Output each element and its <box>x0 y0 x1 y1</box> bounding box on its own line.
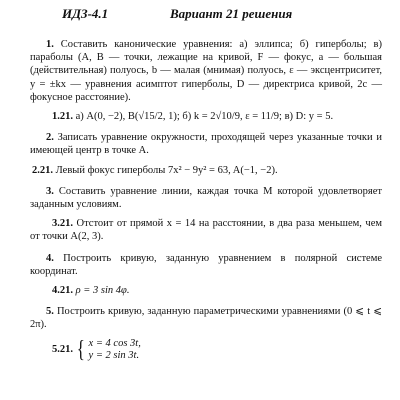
task-3 <box>30 185 382 211</box>
answer-number: 1.21. <box>52 111 73 123</box>
system-line-x: x = 4 cos 3t, <box>88 337 141 349</box>
system-brace: { <box>76 336 85 363</box>
document-body <box>30 38 382 362</box>
task-4 <box>30 252 382 278</box>
answer-4 <box>30 284 382 297</box>
page-header <box>62 6 382 26</box>
parametric-system <box>89 338 141 362</box>
task-number: 1. <box>46 39 54 50</box>
assignment-code: ИДЗ-4.1 <box>62 6 109 21</box>
answer-number: 3.21. <box>52 218 73 230</box>
answer-text: ρ = 3 sin 4φ. <box>75 285 130 297</box>
task-number: 4. <box>46 252 54 264</box>
variant-title: Вариант 21 решения <box>170 6 293 21</box>
answer-1 <box>30 110 382 123</box>
answer-3 <box>30 217 382 243</box>
answer-text: Отстоит от прямой x = 14 на расстоянии, в два раза меньшем, чем от точки A(2, 3). <box>30 218 383 243</box>
answer-text: Левый фокус гиперболы 7x² − 9y² = 63, A(−1, −2). <box>55 164 278 176</box>
answer-number: 5.21. <box>52 344 73 356</box>
answer-2 <box>30 164 382 177</box>
task-text: Составить канонические уравнения: а) эллипса; б) гиперболы; в) параболы (A, B — точки, лежащие на кривой, F — фокус, a — большая (действительная) полуось, b — малая (мнимая) полуось, ε — эксцентриситет, y = ±kx — уравнения асимптот гиперболы, D — директриса кривой, 2c — фокусное расстояние). <box>30 39 382 103</box>
task-text: Построить кривую, заданную параметрическими уравнениями (0 ⩽ t ⩽ 2π). <box>30 306 382 331</box>
system-line-y: y = 2 sin 3t. <box>88 349 140 361</box>
task-number: 5. <box>46 306 54 318</box>
answer-number: 2.21. <box>32 164 53 176</box>
task-text: Записать уравнение окружности, проходящей через указанные точки и имеющей центр в точке A. <box>30 132 383 157</box>
task-number: 2. <box>46 132 54 144</box>
answer-text: а) A(0, −2), B(√15/2, 1); б) k = 2√10/9, ε = 11/9; в) D: y = 5. <box>75 111 334 123</box>
task-text: Построить кривую, заданную уравнением в полярной системе координат. <box>30 252 382 277</box>
answer-number: 4.21. <box>52 285 73 297</box>
task-number: 3. <box>46 185 54 197</box>
task-text: Составить уравнение линии, каждая точка M которой удовлетворяет заданным условиям. <box>30 185 383 211</box>
answer-5 <box>30 338 382 362</box>
task-1 <box>30 38 382 104</box>
task-5 <box>30 305 382 331</box>
task-2 <box>30 131 382 157</box>
